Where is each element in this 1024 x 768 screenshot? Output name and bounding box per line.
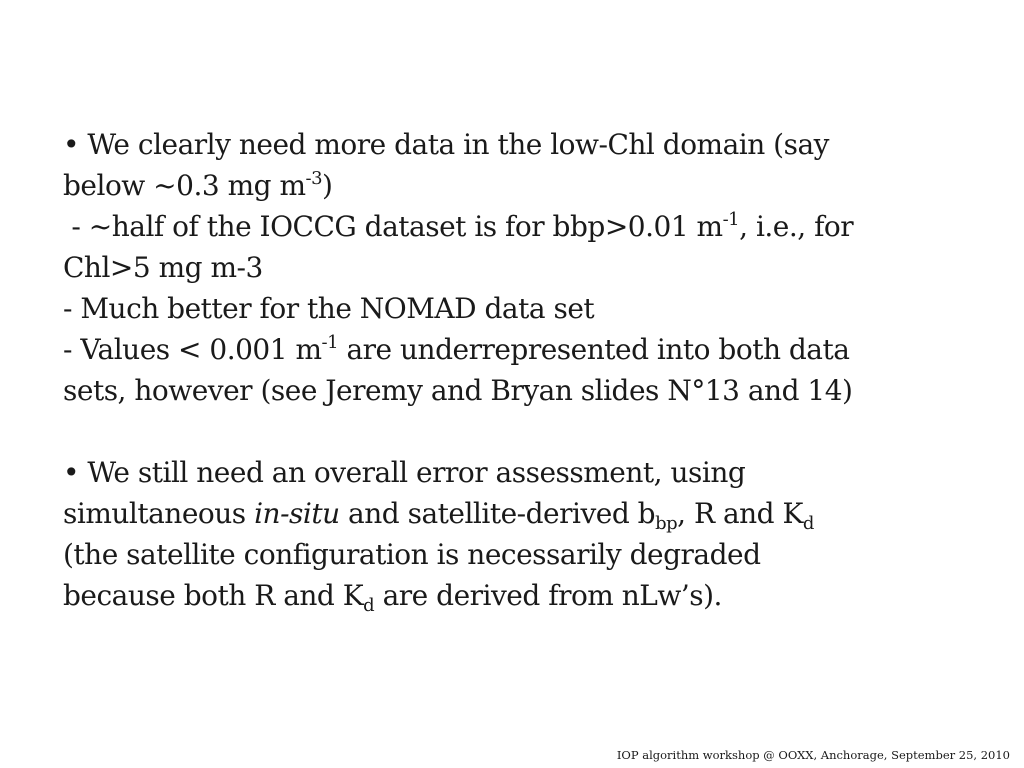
text-run: simultaneous — [63, 497, 255, 530]
slide-footer: IOP algorithm workshop @ OOXX, Anchorage, September 25, 2010 — [616, 748, 1010, 762]
text-line: Chl>5 mg m-3 — [63, 251, 263, 284]
text-run: and satellite-derived b — [339, 497, 656, 530]
text-line: • We still need an overall error assessment, using — [63, 456, 746, 489]
text-run: are underrepresented into both data — [338, 333, 850, 366]
text-line: (the satellite configuration is necessarily degraded — [63, 538, 761, 571]
text-run: - ~half of the IOCCG dataset is for bbp>0.01 m — [63, 210, 723, 243]
bullet-low-chl — [63, 124, 963, 411]
text-line — [63, 165, 963, 206]
paragraph-spacer — [63, 411, 963, 452]
text-run: , R and K — [677, 497, 803, 530]
superscript: -3 — [305, 168, 323, 189]
text-run: ) — [322, 169, 333, 202]
text-run: are derived from nLw’s). — [374, 579, 722, 612]
subscript: d — [363, 595, 375, 616]
text-line: • We clearly need more data in the low-Chl domain (say — [63, 128, 829, 161]
text-line — [63, 206, 963, 247]
superscript: -1 — [722, 209, 740, 230]
text-run: - Values < 0.001 m — [63, 333, 322, 366]
italic-text: in-situ — [254, 497, 340, 530]
text-line: sets, however (see Jeremy and Bryan slides N°13 and 14) — [63, 374, 853, 407]
text-line — [63, 493, 963, 534]
slide-body — [63, 124, 963, 616]
subscript: d — [802, 513, 814, 534]
text-line — [63, 329, 963, 370]
text-run: , i.e., for — [739, 210, 854, 243]
text-run: below ~0.3 mg m — [63, 169, 306, 202]
subscript: bp — [655, 513, 678, 534]
text-line: - Much better for the NOMAD data set — [63, 292, 595, 325]
text-run: because both R and K — [63, 579, 364, 612]
bullet-error-assessment — [63, 452, 963, 616]
superscript: -1 — [321, 332, 339, 353]
text-line — [63, 575, 963, 616]
